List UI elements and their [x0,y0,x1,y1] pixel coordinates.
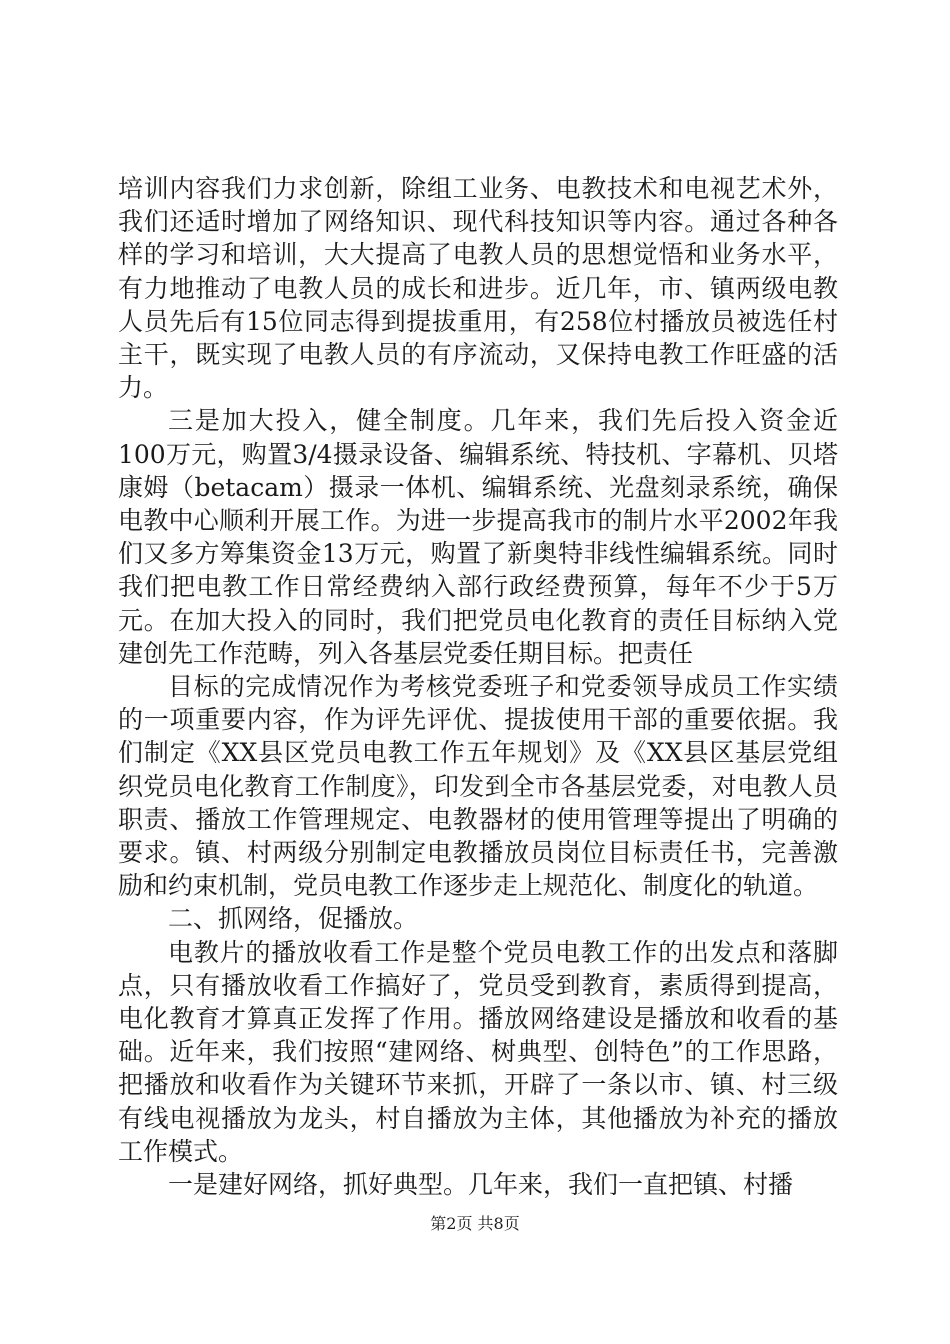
paragraph-responsibility: 目标的完成情况作为考核党委班子和党委领导成员工作实绩的一项重要内容，作为评先评优、提拔使用干部的重要依据。我们制定《XX县区党员电教工作五年规划》及《XX县区基层党组织党员电化教育工作制度》，印发到全市各基层党委，对电教人员职责、播放工作管理规定、电教器材的使用管理等提出了明确的要求。镇、村两级分别制定电教播放员岗位目标责任书，完善激励和约束机制，党员电教工作逐步走上规范化、制度化的轨道。 [118,672,838,901]
paragraph-broadcast: 电教片的播放收看工作是整个党员电教工作的出发点和落脚点，只有播放收看工作搞好了，党员受到教育，素质得到提高，电化教育才算真正发挥了作用。播放网络建设是播放和收看的基础。近年来，我们按照“建网络、树典型、创特色”的工作思路，把播放和收看作为关键环节来抓，开辟了一条以市、镇、村三级有线电视播放为龙头，村自播放为主体，其他播放为补充的播放工作模式。 [118,937,838,1166]
section-heading-network: 二、抓网络，促播放。 [168,904,419,934]
document-body [118,172,838,1201]
page-number-footer: 第2页 共8页 [430,1214,520,1233]
paragraph-investment: 三是加大投入，健全制度。几年来，我们先后投入资金近100万元，购置3/4摄录设备、编辑系统、特技机、字幕机、贝塔康姆（betacam）摄录一体机、编辑系统、光盘刻录系统，确保电教中心顺利开展工作。为进一步提高我市的制片水平2002年我们又多方筹集资金13万元，购置了新奥特非线性编辑系统。同时我们把电教工作日常经费纳入部行政经费预算，每年不少于5万元。在加大投入的同时，我们把党员电化教育的责任目标纳入党建创先工作范畴，列入各基层党委任期目标。把责任 [118,406,838,668]
paragraph-build-network: 一是建好网络，抓好典型。几年来，我们一直把镇、村播 [168,1170,794,1200]
paragraph-training: 培训内容我们力求创新，除组工业务、电教技术和电视艺术外，我们还适时增加了网络知识、现代科技知识等内容。通过各种各样的学习和培训，大大提高了电教人员的思想觉悟和业务水平，有力地推动了电教人员的成长和进步。近几年，市、镇两级电教人员先后有15位同志得到提拔重用，有258位村播放员被选任村主干，既实现了电教人员的有序流动，又保持电教工作旺盛的活力。 [118,174,838,403]
